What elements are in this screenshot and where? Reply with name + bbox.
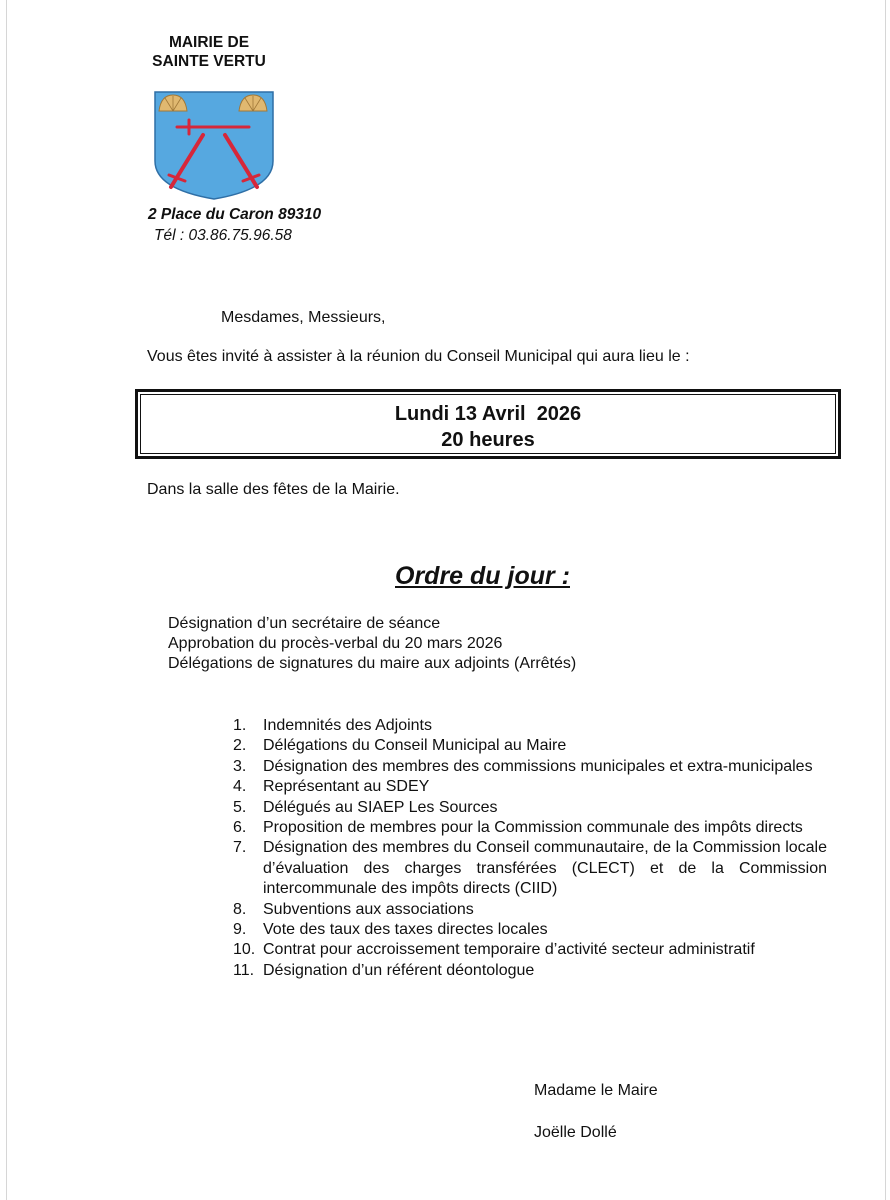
agenda-item-number: 9.	[233, 921, 247, 939]
meeting-time: 20 heures	[441, 429, 535, 451]
preliminary-item: Délégations de signatures du maire aux adjoints (Arrêtés)	[168, 655, 577, 672]
agenda-preliminary	[168, 614, 576, 674]
preliminary-item: Désignation d’un secrétaire de séance	[168, 615, 441, 632]
mairie-phone: Tél : 03.86.75.96.58	[154, 227, 292, 244]
coat-of-arms-icon	[151, 89, 277, 201]
agenda-item	[233, 777, 827, 797]
agenda-item-text: Contrat pour accroissement temporaire d’activité secteur administratif	[263, 941, 755, 959]
mairie-address: 2 Place du Caron 89310	[148, 206, 322, 223]
agenda-item-number: 5.	[233, 798, 247, 816]
agenda-item-text: Désignation des membres du Conseil communautaire, de la Commission locale d’évaluation des charges transférées (CLECT) et de la Commission intercommunale des impôts directs (CIID)	[263, 839, 827, 898]
signature-name: Joëlle Dollé	[534, 1124, 617, 1141]
agenda-item-text: Proposition de membres pour la Commission communale des impôts directs	[263, 819, 803, 837]
agenda-item-text: Désignation des membres des commissions municipales et extra-municipales	[263, 757, 813, 775]
agenda-item	[233, 736, 827, 756]
agenda-item	[233, 716, 827, 736]
agenda-item-text: Délégations du Conseil Municipal au Maire	[263, 737, 567, 755]
salutation: Mesdames, Messieurs,	[221, 309, 386, 326]
agenda-item	[233, 757, 827, 777]
agenda-item-number: 3.	[233, 757, 247, 775]
preliminary-item: Approbation du procès-verbal du 20 mars 2026	[168, 635, 503, 652]
agenda-item	[233, 798, 827, 818]
agenda-item	[233, 838, 827, 899]
agenda-item	[233, 900, 827, 920]
agenda-item	[233, 920, 827, 940]
agenda-item-text: Vote des taux des taxes directes locales	[263, 921, 548, 939]
meeting-date-box	[135, 389, 841, 459]
agenda-item-text: Désignation d’un référent déontologue	[263, 961, 535, 979]
agenda-item-text: Délégués au SIAEP Les Sources	[263, 798, 498, 816]
mairie-line-2: SAINTE VERTU	[152, 53, 266, 70]
letter-page	[6, 0, 886, 1200]
agenda-item-number: 1.	[233, 717, 247, 734]
agenda-item-number: 6.	[233, 819, 247, 837]
agenda-item	[233, 961, 827, 981]
agenda-item-number: 4.	[233, 778, 247, 796]
agenda-item-text: Subventions aux associations	[263, 900, 474, 918]
agenda-item-number: 7.	[233, 839, 247, 857]
agenda-item-text: Représentant au SDEY	[263, 778, 430, 796]
agenda-item-text: Indemnités des Adjoints	[263, 717, 432, 734]
agenda-item-number: 11.	[233, 961, 255, 979]
agenda-item-number: 8.	[233, 900, 247, 918]
mairie-line-1: MAIRIE DE	[168, 34, 250, 51]
agenda-item	[233, 940, 827, 960]
mairie-header	[143, 33, 275, 71]
invitation-text: Vous êtes invité à assister à la réunion du Conseil Municipal qui aura lieu le :	[147, 348, 690, 365]
signature-title: Madame le Maire	[534, 1082, 658, 1099]
agenda-item	[233, 818, 827, 838]
agenda-list	[233, 716, 827, 981]
meeting-date: Lundi 13 Avril 2026	[394, 403, 582, 425]
agenda-title: Ordre du jour :	[395, 562, 570, 590]
agenda-item-number: 2.	[233, 737, 247, 755]
meeting-location: Dans la salle des fêtes de la Mairie.	[147, 481, 400, 498]
agenda-item-number: 10.	[233, 941, 256, 959]
